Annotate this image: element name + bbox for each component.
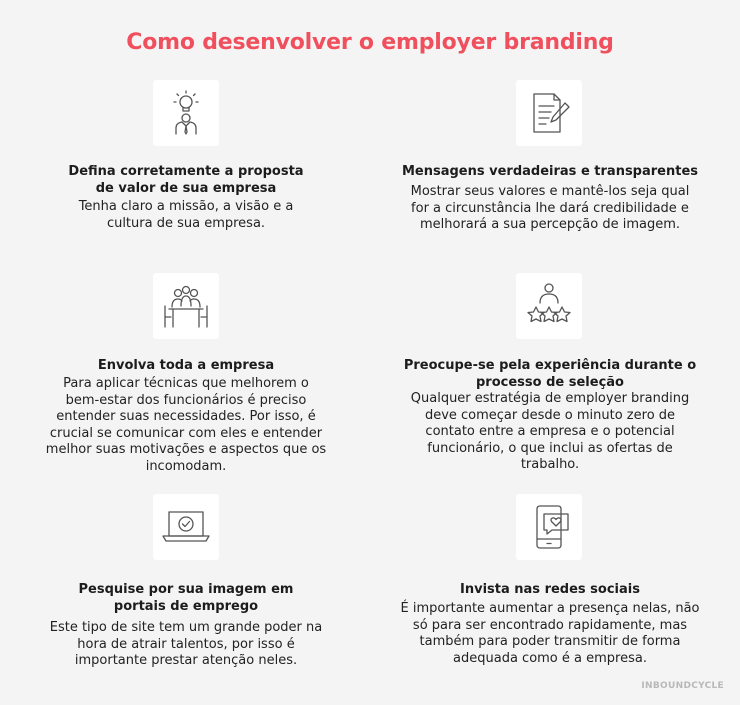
laptop-check-icon bbox=[153, 494, 219, 560]
item-selection-experience bbox=[395, 357, 705, 474]
item-body: É importante aumentar a presença nelas, não só para ser encontrado rapidamente, mas também para poder transmitir de forma adequada como é a empresa. bbox=[400, 601, 700, 666]
team-meeting-icon bbox=[153, 273, 219, 339]
item-heading: Invista nas redes sociais bbox=[460, 582, 640, 597]
brand-logo: INBOUNDCYCLE bbox=[641, 681, 724, 691]
item-heading: Defina corretamente a proposta de valor de sua empresa bbox=[68, 164, 304, 196]
item-involve-company bbox=[40, 357, 332, 475]
item-value-proposition bbox=[50, 163, 322, 232]
person-stars-icon bbox=[516, 273, 582, 339]
item-heading: Envolva toda a empresa bbox=[97, 358, 275, 373]
item-body: Este tipo de site tem um grande poder na hora de atrair talentos, por isso é importante prestar atenção neles. bbox=[49, 620, 323, 668]
item-body: Qualquer estratégia de employer branding deve começar desde o minuto zero de contato entre a empresa e o potencial funcionário, o que inclui as ofertas de trabalho. bbox=[410, 391, 690, 472]
item-heading: Preocupe-se pela experiência durante o processo de seleção bbox=[403, 358, 697, 390]
page-title: Como desenvolver o employer branding bbox=[126, 30, 614, 55]
item-social-networks bbox=[385, 581, 715, 667]
item-body: Mostrar seus valores e mantê-los seja qual for a circunstância lhe dará credibilidade e melhorará a sua percepção de imagem. bbox=[410, 184, 690, 232]
item-transparent-messages bbox=[395, 163, 705, 234]
phone-heart-icon bbox=[516, 494, 582, 560]
lightbulb-person-icon bbox=[153, 80, 219, 146]
item-job-portals bbox=[40, 581, 332, 670]
item-body: Para aplicar técnicas que melhorem o bem-estar dos funcionários é preciso entender suas necessidades. Por isso, é crucial se comunicar com eles e entender melhor suas motivações e aspectos que os incomodam. bbox=[45, 376, 327, 474]
document-pen-icon bbox=[516, 80, 582, 146]
item-body: Tenha claro a missão, a visão e a cultura de sua empresa. bbox=[78, 199, 294, 231]
item-heading: Pesquise por sua imagem em portais de emprego bbox=[78, 582, 294, 614]
item-heading: Mensagens verdadeiras e transparentes bbox=[401, 164, 699, 179]
